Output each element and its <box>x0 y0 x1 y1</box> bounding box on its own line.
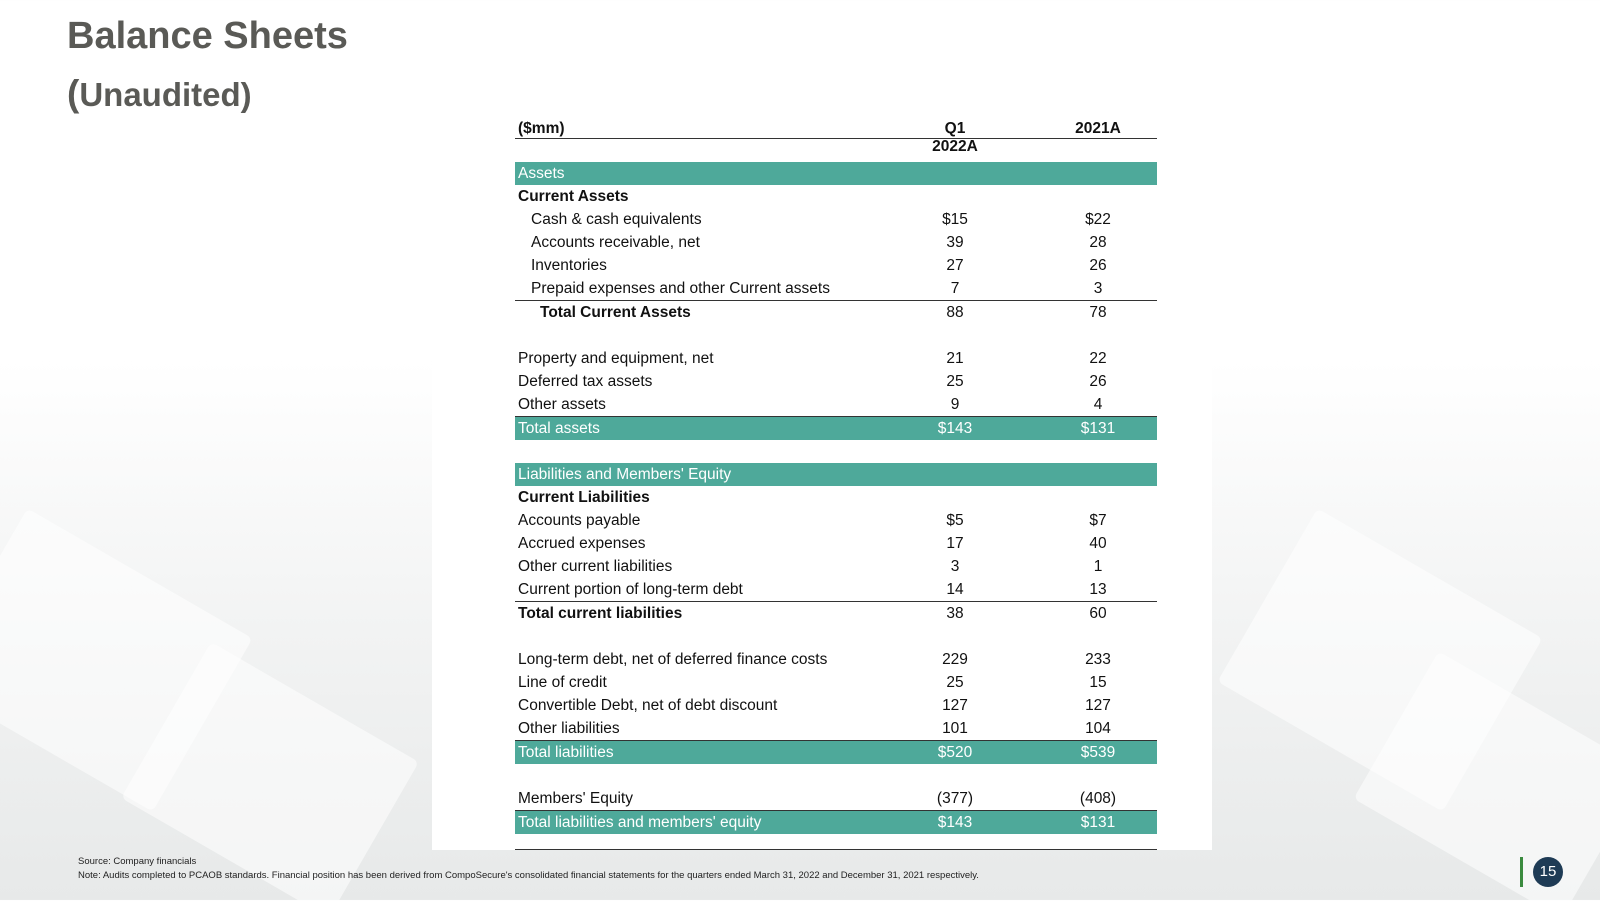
section-band-liabilities <box>515 463 1157 486</box>
row-value-q1-2022: 38 <box>946 605 964 622</box>
row-label: Deferred tax assets <box>518 373 653 390</box>
header-label: ($mm) <box>518 120 565 137</box>
row-value-2021: (408) <box>1079 790 1117 807</box>
row-label: Liabilities and Members' Equity <box>518 466 732 483</box>
section-band-assets <box>515 162 1157 185</box>
row-label: Total liabilities and members' equity <box>518 814 762 831</box>
spacer <box>515 625 1157 648</box>
table-row <box>515 648 1157 671</box>
page-title: Balance Sheets <box>67 15 348 57</box>
row-label: Members' Equity <box>518 790 633 807</box>
subtitle-text: Unaudited <box>79 76 241 113</box>
row-value-q1-2022: 21 <box>946 350 964 367</box>
row-value-2021: 78 <box>1089 304 1107 321</box>
table-row <box>515 208 1157 231</box>
row-value-q1-2022: 25 <box>946 674 964 691</box>
row-value-q1-2022: 3 <box>950 558 960 575</box>
row-value-2021: 104 <box>1085 720 1111 737</box>
row-value-2021: 26 <box>1089 257 1107 274</box>
row-label: Accrued expenses <box>518 535 646 552</box>
row-value-2021: $131 <box>1080 814 1116 831</box>
row-value-2021: $7 <box>1089 512 1107 529</box>
total-band-row <box>515 740 1157 764</box>
row-value-2021: 1 <box>1093 558 1103 575</box>
table-row <box>515 347 1157 370</box>
row-value-2021: 26 <box>1089 373 1107 390</box>
row-value-q1-2022: $520 <box>937 744 973 761</box>
row-value-2021: 3 <box>1093 280 1103 297</box>
row-value-2021: 28 <box>1089 234 1107 251</box>
table-row <box>515 717 1157 740</box>
total-row <box>515 300 1157 324</box>
row-label: Accounts receivable, net <box>531 234 700 251</box>
row-value-q1-2022: $15 <box>942 211 968 228</box>
table-row <box>515 532 1157 555</box>
table-end-rule <box>515 849 1157 864</box>
subtitle-paren-open: ( <box>67 73 80 114</box>
row-value-2021: 40 <box>1089 535 1107 552</box>
table-row <box>515 370 1157 393</box>
row-label: Inventories <box>531 257 607 274</box>
row-label: Total assets <box>518 420 600 437</box>
row-label: Current portion of long-term debt <box>518 581 743 598</box>
page-number-badge: 15 <box>1533 857 1563 887</box>
row-value-q1-2022: 25 <box>946 373 964 390</box>
row-label: Long-term debt, net of deferred finance costs <box>518 651 828 668</box>
row-label: Line of credit <box>518 674 607 691</box>
header-col-2021: 2021A <box>1075 120 1121 137</box>
row-value-q1-2022: 229 <box>942 651 968 668</box>
row-value-2021: 233 <box>1085 651 1111 668</box>
row-label: Total current liabilities <box>518 605 683 622</box>
total-band-row <box>515 416 1157 440</box>
row-label: Current Assets <box>518 188 629 205</box>
spacer <box>515 764 1157 787</box>
row-value-q1-2022: $143 <box>937 420 973 437</box>
table-row <box>515 555 1157 578</box>
total-band-row <box>515 810 1157 834</box>
row-value-2021: 13 <box>1089 581 1107 598</box>
row-value-q1-2022: $143 <box>937 814 973 831</box>
row-value-2021: $539 <box>1080 744 1116 761</box>
spacer <box>515 440 1157 463</box>
row-value-q1-2022: 14 <box>946 581 964 598</box>
row-value-2021: 15 <box>1089 674 1107 691</box>
row-value-2021: $22 <box>1085 211 1111 228</box>
row-value-2021: $131 <box>1080 420 1116 437</box>
table-row <box>515 694 1157 717</box>
table-row <box>515 509 1157 532</box>
subsection-current-assets <box>515 185 1157 208</box>
table-row <box>515 671 1157 694</box>
row-label: Other current liabilities <box>518 558 673 575</box>
row-value-q1-2022: (377) <box>936 790 974 807</box>
row-label: Cash & cash equivalents <box>531 211 702 228</box>
row-value-2021: 127 <box>1085 697 1111 714</box>
row-label: Current Liabilities <box>518 489 650 506</box>
row-value-q1-2022: 7 <box>950 280 960 297</box>
table-row <box>515 393 1157 416</box>
table-header-row <box>515 117 1157 155</box>
footnote-note: Note: Audits completed to PCAOB standards. Financial position has been derived from CompoSecure's consolidated financial statements for the quarters ended March 31, 2022 and December 31, 2021 respectively. <box>78 870 979 881</box>
row-label: Total Current Assets <box>540 304 691 321</box>
row-value-q1-2022: 101 <box>942 720 968 737</box>
table-row <box>515 277 1157 300</box>
row-value-q1-2022: $5 <box>946 512 964 529</box>
row-label: Convertible Debt, net of debt discount <box>518 697 778 714</box>
page-subtitle <box>67 72 252 116</box>
row-label: Property and equipment, net <box>518 350 714 367</box>
table-row <box>515 254 1157 277</box>
spacer <box>515 139 1157 162</box>
row-value-2021: 60 <box>1089 605 1107 622</box>
row-label: Other assets <box>518 396 606 413</box>
subsection-current-liabilities <box>515 486 1157 509</box>
footnote-source: Source: Company financials <box>78 856 197 867</box>
row-value-2021: 4 <box>1093 396 1103 413</box>
row-label: Accounts payable <box>518 512 641 529</box>
row-value-2021: 22 <box>1089 350 1107 367</box>
header-col-q1-2022: Q1 2022A <box>932 120 978 155</box>
row-label: Total liabilities <box>518 744 614 761</box>
row-value-q1-2022: 88 <box>946 304 964 321</box>
row-label: Assets <box>518 165 565 182</box>
row-label: Other liabilities <box>518 720 620 737</box>
total-row <box>515 601 1157 625</box>
spacer <box>515 324 1157 347</box>
row-value-q1-2022: 39 <box>946 234 964 251</box>
table-row <box>515 787 1157 810</box>
row-value-q1-2022: 17 <box>946 535 964 552</box>
row-value-q1-2022: 9 <box>950 396 960 413</box>
page-marker-bar <box>1520 857 1523 887</box>
table-row <box>515 231 1157 254</box>
subtitle-paren-close: ) <box>240 76 252 113</box>
row-value-q1-2022: 127 <box>942 697 968 714</box>
balance-sheet-table <box>515 117 1157 864</box>
table-row <box>515 578 1157 601</box>
row-label: Prepaid expenses and other Current assets <box>531 280 830 297</box>
row-value-q1-2022: 27 <box>946 257 964 274</box>
